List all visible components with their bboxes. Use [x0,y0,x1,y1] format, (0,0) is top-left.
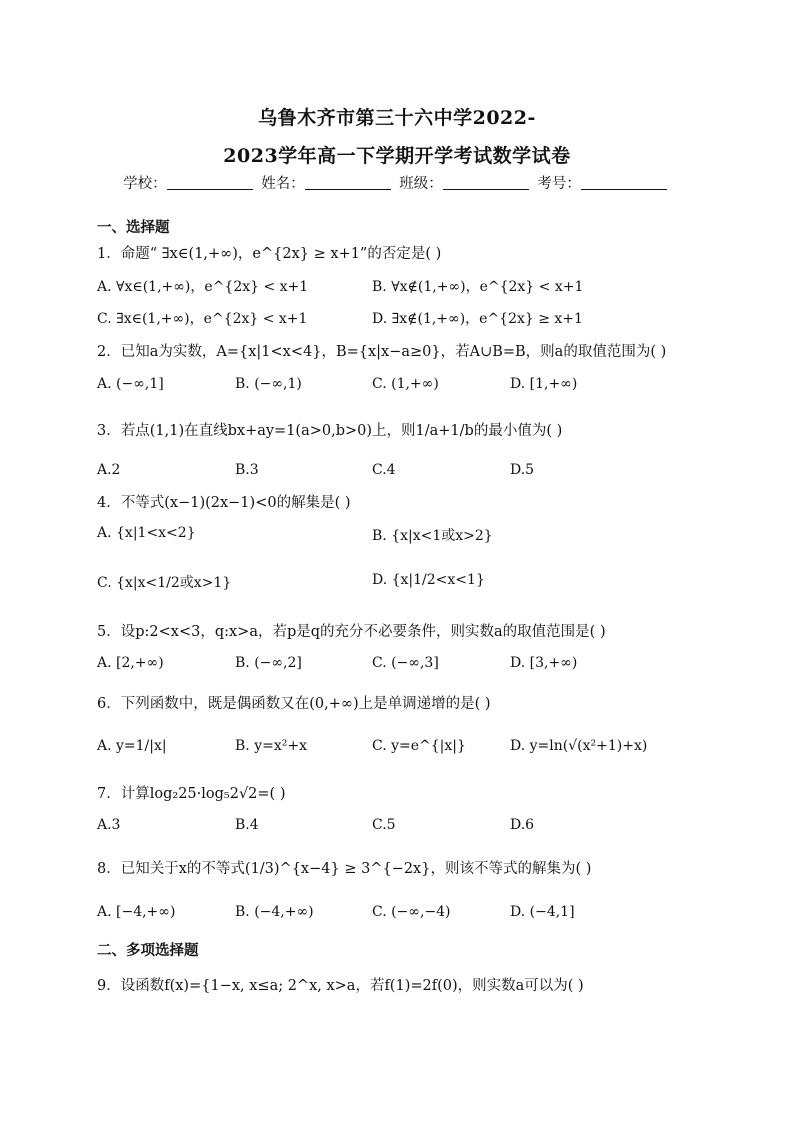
option-d[interactable]: D.5 [510,462,535,478]
option-c[interactable]: C. y=e^{|x|} [372,738,466,754]
option-d[interactable]: D. (−4,1] [510,904,575,920]
question-7 [97,782,285,803]
question-4 [97,491,351,512]
class-label: 班级： [399,176,443,192]
question-number: 5． [97,624,121,640]
class-blank[interactable] [443,175,529,190]
question-number: 9． [97,978,121,994]
option-d[interactable]: D. {x|1/2<x<1} [372,572,485,588]
option-c[interactable]: C.4 [372,462,396,478]
exam-number-label: 考号： [537,176,581,192]
question-stem: 设函数f(x)={1−x, x≤a; 2^x, x>a，若f(1)=2f(0)，则实数a可以为( ) [120,978,584,994]
question-stem: 已知关于x的不等式(1/3)^{x−4} ≥ 3^{−2x}，则该不等式的解集为( ) [120,861,592,877]
option-b[interactable]: B. (−∞,1) [235,376,302,392]
option-b[interactable]: B.4 [235,817,259,833]
option-a[interactable]: A. {x|1<x<2} [97,525,196,541]
question-1 [97,242,441,263]
option-b[interactable]: B. {x|x<1或x>2} [372,528,493,544]
option-a[interactable]: A.2 [97,462,121,478]
exam-number-blank[interactable] [581,175,667,190]
question-number: 8． [97,861,121,877]
question-9 [97,974,584,995]
option-a[interactable]: A. (−∞,1] [97,376,164,392]
option-a[interactable]: A.3 [97,817,121,833]
question-number: 4． [97,495,121,511]
question-number: 6． [97,696,121,712]
option-b[interactable]: B. ∀x∉(1,+∞)，e^{2x} < x+1 [372,279,584,295]
option-d[interactable]: D. y=ln(√(x²+1)+x) [510,738,648,754]
option-b[interactable]: B. (−4,+∞) [235,904,314,920]
exam-title-line2: 2023学年高一下学期开学考试数学试卷 [223,145,571,167]
student-info-row [0,172,794,193]
question-number: 2． [97,344,121,360]
question-3 [97,419,562,440]
option-a[interactable]: A. ∀x∈(1,+∞)，e^{2x} < x+1 [97,279,309,295]
question-number: 7． [97,786,121,802]
name-label: 姓名： [261,176,305,192]
option-b[interactable]: B.3 [235,462,259,478]
option-d[interactable]: D. ∃x∉(1,+∞)，e^{2x} ≥ x+1 [372,311,583,327]
option-b[interactable]: B. y=x²+x [235,738,307,754]
question-stem: 若点(1,1)在直线bx+ay=1(a>0,b>0)上，则1/a+1/b的最小值为( ) [120,423,563,439]
school-blank[interactable] [167,175,253,190]
question-2 [97,340,666,361]
question-8 [97,857,591,878]
option-a[interactable]: A. [2,+∞) [97,655,164,671]
option-c[interactable]: C. (−∞,3] [372,655,439,671]
question-stem: 设p:2<x<3，q:x>a，若p是q的充分不必要条件，则实数a的取值范围是( ) [120,624,606,640]
option-d[interactable]: D. [1,+∞) [510,376,578,392]
school-label: 学校： [123,176,167,192]
question-stem: 下列函数中，既是偶函数又在(0,+∞)上是单调递增的是( ) [120,696,491,712]
option-c[interactable]: C. ∃x∈(1,+∞)，e^{2x} < x+1 [97,311,308,327]
question-number: 3． [97,423,121,439]
question-stem: 不等式(x−1)(2x−1)<0的解集是( ) [120,495,351,511]
question-stem: 已知a为实数，A={x|1<x<4}，B={x|x−a≥0}，若A∪B=B，则a的取值范围为( ) [120,344,667,360]
option-d[interactable]: D.6 [510,817,535,833]
section-heading-choice: 一、选择题 [97,219,170,236]
option-c[interactable]: C. (1,+∞) [372,376,439,392]
option-c[interactable]: C. (−∞,−4) [372,904,451,920]
option-c[interactable]: C. {x|x<1/2或x>1} [97,575,232,591]
section-heading-multiple-choice: 二、多项选择题 [97,942,199,959]
option-a[interactable]: A. y=1/|x| [97,738,167,754]
question-number: 1． [97,246,121,262]
question-6 [97,692,491,713]
question-stem: 计算log₂25·log₅2√2=( ) [120,786,286,802]
option-a[interactable]: A. [−4,+∞) [97,904,176,920]
option-d[interactable]: D. [3,+∞) [510,655,578,671]
name-blank[interactable] [305,175,391,190]
question-stem: 命题“ ∃x∈(1,+∞)，e^{2x} ≥ x+1”的否定是( ) [120,246,442,262]
exam-title-line1: 乌鲁木齐市第三十六中学2022- [258,107,536,129]
option-c[interactable]: C.5 [372,817,396,833]
question-5 [97,620,606,641]
option-b[interactable]: B. (−∞,2] [235,655,302,671]
